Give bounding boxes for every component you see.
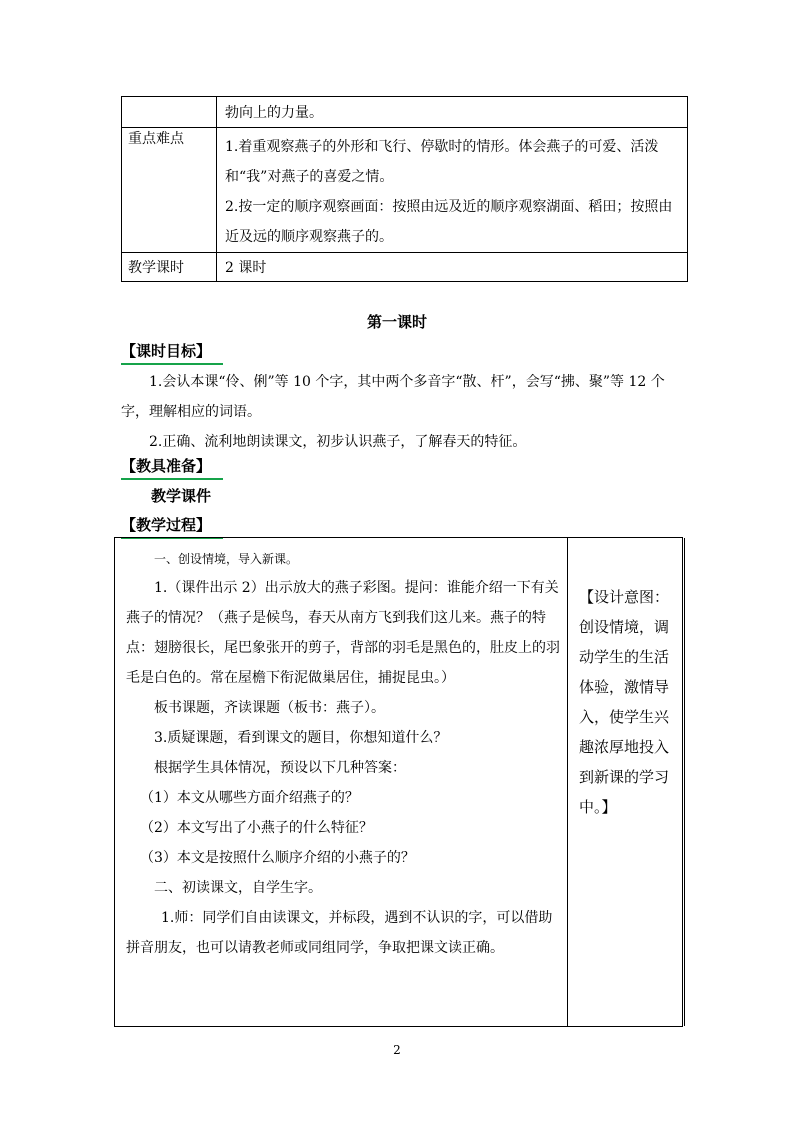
process-heading: 【教学过程】 xyxy=(121,514,211,535)
key-point-item: 1.着重观察燕子的外形和飞行、停歇时的情形。体会燕子的可爱、活泼和“我”对燕子的喜爱之情。 xyxy=(225,139,659,185)
step-text: 1.师：同学们自由读课文，并标段，遇到不认识的字，可以借助拼音朋友，也可以请教老师或同组同学，争取把课文读正确。 xyxy=(126,910,553,956)
carryover-cell: 勃向上的力量。 xyxy=(217,97,688,128)
goals-list xyxy=(121,367,691,457)
step-text: 板书课题，齐读课题（板书：燕子）。 xyxy=(154,700,385,716)
key-points-cell xyxy=(217,128,688,253)
answer-option: （3）本文是按照什么顺序介绍的小燕子的？ xyxy=(140,850,415,866)
column-divider xyxy=(567,538,568,1026)
goal-item: 2.正确、流利地朗读课文，初步认识燕子，了解春天的特征。 xyxy=(149,434,527,450)
heading-underline xyxy=(121,478,223,480)
step-text: 1.（课件出示 2）出示放大的燕子彩图。提问：谁能介绍一下有关燕子的情况？（燕子是候鸟，春天从南方飞到我们这儿来。燕子的特点：翅膀很长，尾巴象张开的剪子，背部的羽毛是黑色的，肚皮上的羽毛是白色的。常在屋檐下衔泥做巢居住，捕捉昆虫。） xyxy=(126,580,560,686)
step-text: 根据学生具体情况，预设以下几种答案： xyxy=(154,760,406,776)
lesson-title: 第一课时 xyxy=(366,313,427,331)
page-number: 2 xyxy=(393,1043,401,1057)
process-content xyxy=(126,545,562,963)
hours-label: 教学课时 xyxy=(122,253,217,282)
process-table xyxy=(114,537,683,1027)
prep-heading: 【教具准备】 xyxy=(121,455,211,476)
step-heading: 一、创设情境，导入新课。 xyxy=(154,552,299,566)
step-text: 3.质疑课题，看到课文的题目，你想知道什么？ xyxy=(154,730,448,746)
key-points-label: 重点难点 xyxy=(122,128,217,253)
answer-option: （2）本文写出了小燕子的什么特征？ xyxy=(140,820,373,836)
goals-heading: 【课时目标】 xyxy=(121,340,211,361)
info-table xyxy=(121,96,688,282)
hours-value: 2 课时 xyxy=(217,253,688,282)
answer-option: （1）本文从哪些方面介绍燕子的？ xyxy=(140,790,359,806)
heading-underline xyxy=(121,363,223,365)
right-border xyxy=(684,538,685,1026)
empty-label-cell xyxy=(122,97,217,128)
goal-item: 1.会认本课“伶、俐”等 10 个字，其中两个多音字“散、杆”，会写“拂、聚”等 12 个字，理解相应的词语。 xyxy=(121,374,665,420)
step-heading: 二、初读课文，自学生字。 xyxy=(154,880,322,896)
key-point-item: 2.按一定的顺序观察画面：按照由远及近的顺序观察湖面、稻田；按照由近及远的顺序观察燕子的。 xyxy=(225,199,673,245)
design-intent-note: 【设计意图：创设情境，调动学生的生活体验，激情导入，使学生兴趣浓厚地投入到新课的学习中。】 xyxy=(579,588,670,816)
prep-text: 教学课件 xyxy=(151,487,212,505)
